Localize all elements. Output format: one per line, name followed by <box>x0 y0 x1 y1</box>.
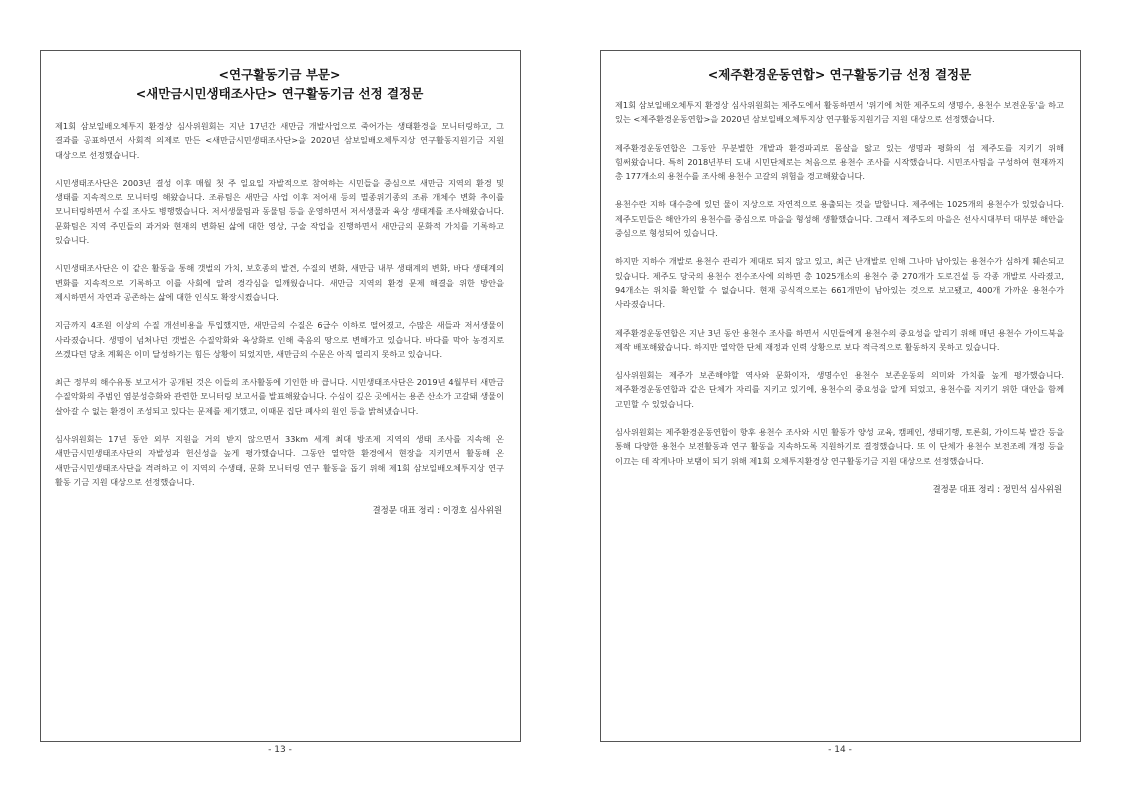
page-title: <제주환경운동연합> 연구활동기금 선정 결정문 <box>707 67 972 82</box>
paragraph: 시민생태조사단은 2003년 결성 이후 매월 첫 주 일요일 자발적으로 참여하는 시민들을 중심으로 새만금 지역의 환경 및 생태를 지속적으로 모니터링 해왔습니다. 조류팀은 새만금 사업 이후 저어새 등의 멸종위기종의 조류 개체수 변화 추이를 모니터링하면서 수질 조사도 병행했습니다. 저서생물팀과 동물팀 등을 운영하면서 저서생물과 육상 생태계를 조사해왔습니다. 문화팀은 지역 주민들의 과거와 현재의 변화된 삶에 대한 영상, 구술 작업을 진행하면서 새만금의 문화적 가치를 기록하고 있습니다. <box>55 177 504 246</box>
paragraph: 제1회 삼보일배오체투지 환경상 심사위원회는 제주도에서 활동하면서 '위기에 처한 제주도의 생명수, 용천수 보전운동'을 하고 있는 <제주환경운동연합>을 2020년 삼보일배오체투지상 연구활동지원기금 지원 대상으로 선정했습니다. <box>615 100 1064 125</box>
document-page-14 <box>600 50 1081 742</box>
paragraph: 시민생태조사단은 이 같은 활동을 통해 갯벌의 가치, 보호종의 발견, 수질의 변화, 새만금 내부 생태계의 변화, 바다 생태계의 변화를 지속적으로 기록하고 이를 사회에 알려 경각심을 일깨웠습니다. 새만금 지역의 환경 문제 해결을 위한 방안을 제시하면서 자연과 공존하는 삶에 대한 인식도 확장시켰습니다. <box>55 263 504 302</box>
paragraph: 제1회 삼보일배오체투지 환경상 심사위원회는 지난 17년간 새만금 개발사업으로 죽어가는 생태환경을 모니터링하고, 그 결과를 공표하면서 사회적 의제로 만든 <새만금시민생태조사단>을 2020년 삼보일배오체투지상 연구활동지원기금 지원 대상으로 선정했습니다. <box>55 121 504 160</box>
paragraph: 제주환경운동연합은 지난 3년 동안 용천수 조사를 하면서 시민들에게 용천수의 중요성을 알리기 위해 매년 용천수 가이드북을 제작 배포해왔습니다. 하지만 열악한 단체 재정과 인력 상황으로 보다 적극적으로 활동하지 못하고 있습니다. <box>615 327 1064 352</box>
paragraph: 최근 정부의 해수유통 보고서가 공개된 것은 이들의 조사활동에 기인한 바 큽니다. 시민생태조사단은 2019년 4월부터 새만금 수질악화의 주범인 염분성층화와 관련한 모니터링 보고서를 발표해왔습니다. 수심이 깊은 곳에서는 용존 산소가 고갈돼 생물이 살아갈 수 없는 환경이 조성되고 있다는 문제를 제기했고, 이때문 집단 폐사의 원인 등을 밝혀냈습니다. <box>55 377 504 416</box>
document-page-13 <box>40 50 521 742</box>
section-heading: <연구활동기금 부문> <box>218 67 341 82</box>
page-title: <새만금시민생태조사단> 연구활동기금 선정 결정문 <box>135 86 424 101</box>
signature-line: 결정문 대표 정리 : 이경호 심사위원 <box>372 505 502 516</box>
page-number: - 13 - <box>268 745 292 755</box>
paragraph: 하지만 지하수 개발로 용천수 관리가 제대로 되지 않고 있고, 최근 난개발로 인해 그나마 남아있는 용천수가 심하게 훼손되고 있습니다. 제주도 당국의 용천수 전수조사에 의하면 총 1025개소의 용천수 중 270개가 도로건설 등 각종 개발로 사라졌고, 94개소는 위치를 확인할 수 없습니다. 현재 공식적으로는 661개만이 남아있는 것으로 보고됐고, 400개 가까운 용천수가 사라졌습니다. <box>615 256 1064 310</box>
paragraph: 지금까지 4조원 이상의 수질 개선비용을 투입했지만, 새만금의 수질은 6급수 이하로 떨어졌고, 수많은 새들과 저서생물이 사라졌습니다. 생명이 넘쳐나던 갯벌은 수질악화와 육상화로 인해 죽음의 땅으로 변해가고 있습니다. 바다를 막아 농경지로 쓰겠다던 당초 계획은 이미 달성하기는 힘든 상황이 되었지만, 새만금의 수문은 아직 열리지 못하고 있습니다. <box>55 320 504 359</box>
paragraph: 심사위원회는 제주환경운동연합이 향후 용천수 조사와 시민 활동가 양성 교육, 캠페인, 생태기행, 토론회, 가이드북 발간 등을 통해 다양한 용천수 보전활동과 연구 활동을 지속하도록 지원하기로 결정했습니다. 또 이 단체가 용천수 보전조례 개정 등을 이끄는 데 작게나마 보탬이 되기 위해 제1회 오체투지환경상 연구활동기금 지원 대상으로 선정했습니다. <box>615 427 1064 466</box>
page-number: - 14 - <box>828 745 852 755</box>
page-13-title-block <box>55 65 504 103</box>
paragraph: 제주환경운동연합은 그동안 무분별한 개발과 환경파괴로 몸살을 앓고 있는 생명과 평화의 섬 제주도를 지키기 위해 힘써왔습니다. 특히 2018년부터 도내 시민단체로는 처음으로 용천수 조사를 시작했습니다. 시민조사팀을 구성하여 현재까지 총 177개소의 용천수를 조사해 용천수 고갈의 위험을 경고해왔습니다. <box>615 142 1064 182</box>
paragraph: 심사위원회는 17년 동안 외부 지원을 거의 받지 않으면서 33km 세계 최대 방조제 지역의 생태 조사를 지속해 온 새만금시민생태조사단의 자발성과 헌신성을 높게 평가했습니다. 그동안 열악한 환경에서 현장을 지키면서 활동해 온 새만금시민생태조사단을 격려하고 이 지역의 수생태, 문화 모니터링 연구 활동을 돕기 위해 제1회 삼보일배오체투지상 연구 활동 기금 지원 대상으로 선정했습니다. <box>55 434 504 487</box>
signature-line: 결정문 대표 정리 : 정민석 심사위원 <box>932 483 1062 494</box>
page-14-title-block <box>615 65 1064 84</box>
paragraph: 심사위원회는 제주가 보존해야할 역사와 문화이자, 생명수인 용천수 보존운동의 의미와 가치를 높게 평가했습니다. 제주환경운동연합과 같은 단체가 자리를 지키고 있기에, 용천수의 중요성을 알게 되었고, 용천수를 지키기 위한 대안을 함께 고민할 수 있었습니다. <box>615 370 1064 409</box>
paragraph: 용천수란 지하 대수층에 있던 물이 지상으로 자연적으로 용출되는 것을 말합니다. 제주에는 1025개의 용천수가 있었습니다. 제주도민들은 해안가의 용천수를 중심으로 마을을 형성해 생활했습니다. 그래서 제주도의 마을은 선사시대부터 대부분 해안을 중심으로 형성되어 있습니다. <box>615 199 1064 239</box>
